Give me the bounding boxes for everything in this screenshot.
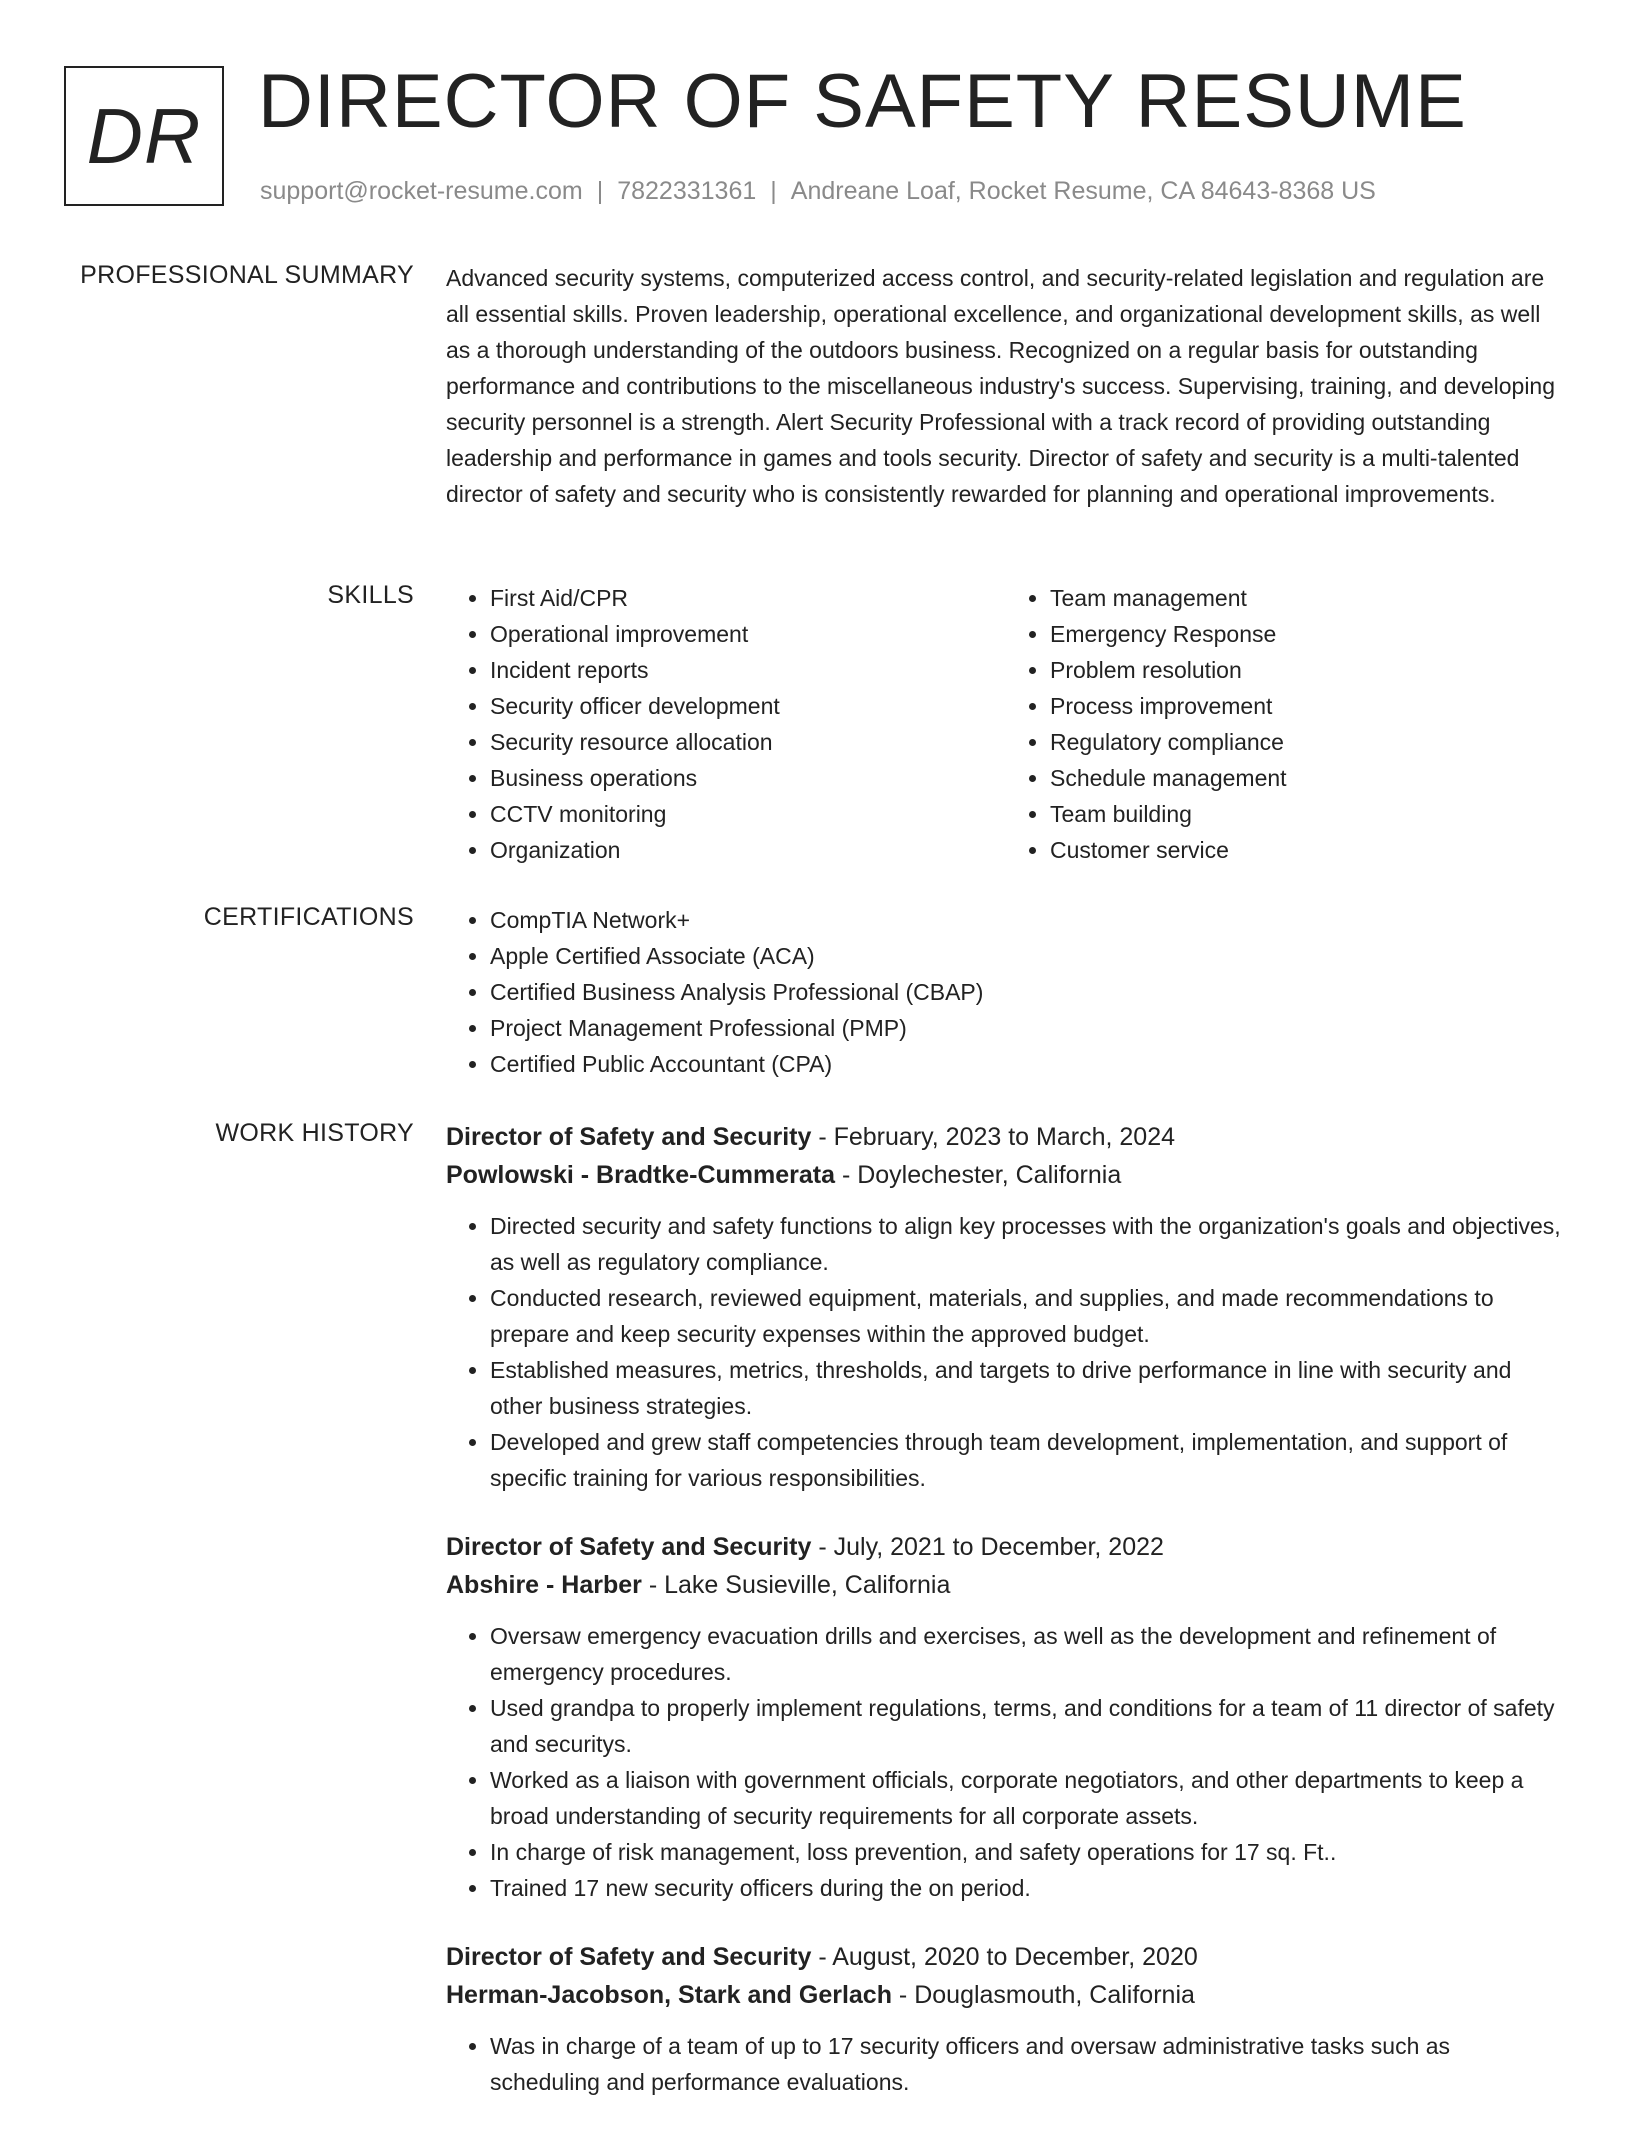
certification-item: • Apple Certified Associate (ACA) — [490, 938, 1566, 974]
job-entry — [446, 1938, 1566, 2100]
summary-heading: PROFESSIONAL SUMMARY — [80, 261, 414, 289]
contact-separator: | — [770, 177, 777, 205]
job-duty: • In charge of risk management, loss prevention, and safety operations for 17 sq. Ft.. — [490, 1834, 1566, 1870]
skills-columns — [446, 580, 1566, 868]
job-title: Director of Safety and Security — [446, 1533, 812, 1561]
job-location: - Douglasmouth, California — [891, 1981, 1195, 2009]
skills-heading: SKILLS — [327, 581, 414, 609]
job-duties-list — [446, 2028, 1566, 2100]
job-company-line — [446, 1976, 1566, 2014]
certifications-body — [446, 902, 1566, 1082]
job-title: Director of Safety and Security — [446, 1943, 812, 1971]
contact-address: Andreane Loaf, Rocket Resume, CA 84643-8368 US — [790, 177, 1376, 205]
job-title-line — [446, 1938, 1566, 1976]
job-duties-list — [446, 1618, 1566, 1906]
job-duty: • Worked as a liaison with government officials, corporate negotiators, and other departments to keep a broad understanding of security requirements for all corporate assets. — [490, 1762, 1566, 1834]
job-duty: • Conducted research, reviewed equipment, materials, and supplies, and made recommendations to prepare and keep security expenses within the approved budget. — [490, 1280, 1566, 1352]
skill-item: • Team management — [1050, 580, 1566, 616]
job-dates: - August, 2020 to December, 2020 — [811, 1943, 1198, 1971]
job-entry — [446, 1528, 1566, 1906]
job-location: - Lake Susieville, California — [641, 1571, 951, 1599]
contact-separator: | — [596, 177, 604, 205]
certification-item: • Certified Public Accountant (CPA) — [490, 1046, 1566, 1082]
job-entry — [446, 1118, 1566, 1496]
skills-list-left — [446, 580, 1006, 868]
job-duty: • Directed security and safety functions to align key processes with the organization's goals and objectives, as well as regulatory compliance. — [490, 1208, 1566, 1280]
skill-item: • Incident reports — [490, 652, 1006, 688]
skill-item: • First Aid/CPR — [490, 580, 1006, 616]
job-title: Director of Safety and Security — [446, 1123, 812, 1151]
contact-line — [260, 174, 1376, 208]
skills-body — [446, 580, 1566, 868]
job-company: Abshire - Harber — [446, 1571, 642, 1599]
job-title-line — [446, 1118, 1566, 1156]
skill-item: • Emergency Response — [1050, 616, 1566, 652]
job-duty: • Was in charge of a team of up to 17 security officers and oversaw administrative tasks such as scheduling and performance evaluations. — [490, 2028, 1566, 2100]
summary-text: Advanced security systems, computerized access control, and security-related legislation and regulation are all essential skills. Proven leadership, operational excellence, and organizational development skills, as well as a thorough understanding of the outdoors business. Recognized on a regular basis for outstanding performance and contributions to the miscellaneous industry's success. Supervising, training, and developing security personnel is a strength. Alert Security Professional with a track record of providing outstanding leadership and performance in games and tools security. Director of safety and security is a multi-talented director of safety and security who is consistently rewarded for planning and operational improvements. — [446, 265, 1556, 507]
job-company-line — [446, 1566, 1566, 1604]
skill-item: • Schedule management — [1050, 760, 1566, 796]
skill-item: • Problem resolution — [1050, 652, 1566, 688]
skill-item: • Team building — [1050, 796, 1566, 832]
skills-list-right — [1006, 580, 1566, 868]
skill-item: • Security resource allocation — [490, 724, 1006, 760]
job-duty: • Oversaw emergency evacuation drills and exercises, as well as the development and refinement of emergency procedures. — [490, 1618, 1566, 1690]
work-history-body — [446, 1118, 1566, 2132]
job-duty: • Developed and grew staff competencies through team development, implementation, and support of specific training for various responsibilities. — [490, 1424, 1566, 1496]
skill-item: • Process improvement — [1050, 688, 1566, 724]
job-dates: - February, 2023 to March, 2024 — [811, 1123, 1176, 1151]
job-location: - Doylechester, California — [835, 1161, 1122, 1189]
job-dates: - July, 2021 to December, 2022 — [811, 1533, 1164, 1561]
job-title-line — [446, 1528, 1566, 1566]
skill-item: • Customer service — [1050, 832, 1566, 868]
job-duty: • Established measures, metrics, thresholds, and targets to drive performance in line with security and other business strategies. — [490, 1352, 1566, 1424]
skill-item: • Security officer development — [490, 688, 1006, 724]
contact-email: support@rocket-resume.com — [260, 177, 583, 205]
monogram-logo — [64, 66, 224, 206]
certification-item: • CompTIA Network+ — [490, 902, 1566, 938]
skill-item: • Organization — [490, 832, 1006, 868]
job-duties-list — [446, 1208, 1566, 1496]
job-duty: • Trained 17 new security officers during the on period. — [490, 1870, 1566, 1906]
contact-phone: 7822331361 — [617, 177, 757, 205]
skill-item: • Regulatory compliance — [1050, 724, 1566, 760]
resume-title: DIRECTOR OF SAFETY RESUME — [258, 59, 1467, 144]
certification-item: • Certified Business Analysis Professional (CBAP) — [490, 974, 1566, 1010]
certifications-list — [446, 902, 1566, 1082]
work-history-heading: WORK HISTORY — [215, 1119, 414, 1147]
skill-item: • Operational improvement — [490, 616, 1006, 652]
skill-item: • Business operations — [490, 760, 1006, 796]
skill-item: • CCTV monitoring — [490, 796, 1006, 832]
job-company: Powlowski - Bradtke-Cummerata — [446, 1161, 835, 1189]
summary-body — [446, 260, 1566, 512]
job-company: Herman-Jacobson, Stark and Gerlach — [446, 1981, 892, 2009]
job-duty: • Used grandpa to properly implement regulations, terms, and conditions for a team of 11 director of safety and securitys. — [490, 1690, 1566, 1762]
certifications-heading: CERTIFICATIONS — [203, 903, 414, 931]
job-company-line — [446, 1156, 1566, 1194]
certification-item: • Project Management Professional (PMP) — [490, 1010, 1566, 1046]
monogram-text: DR — [86, 91, 202, 180]
